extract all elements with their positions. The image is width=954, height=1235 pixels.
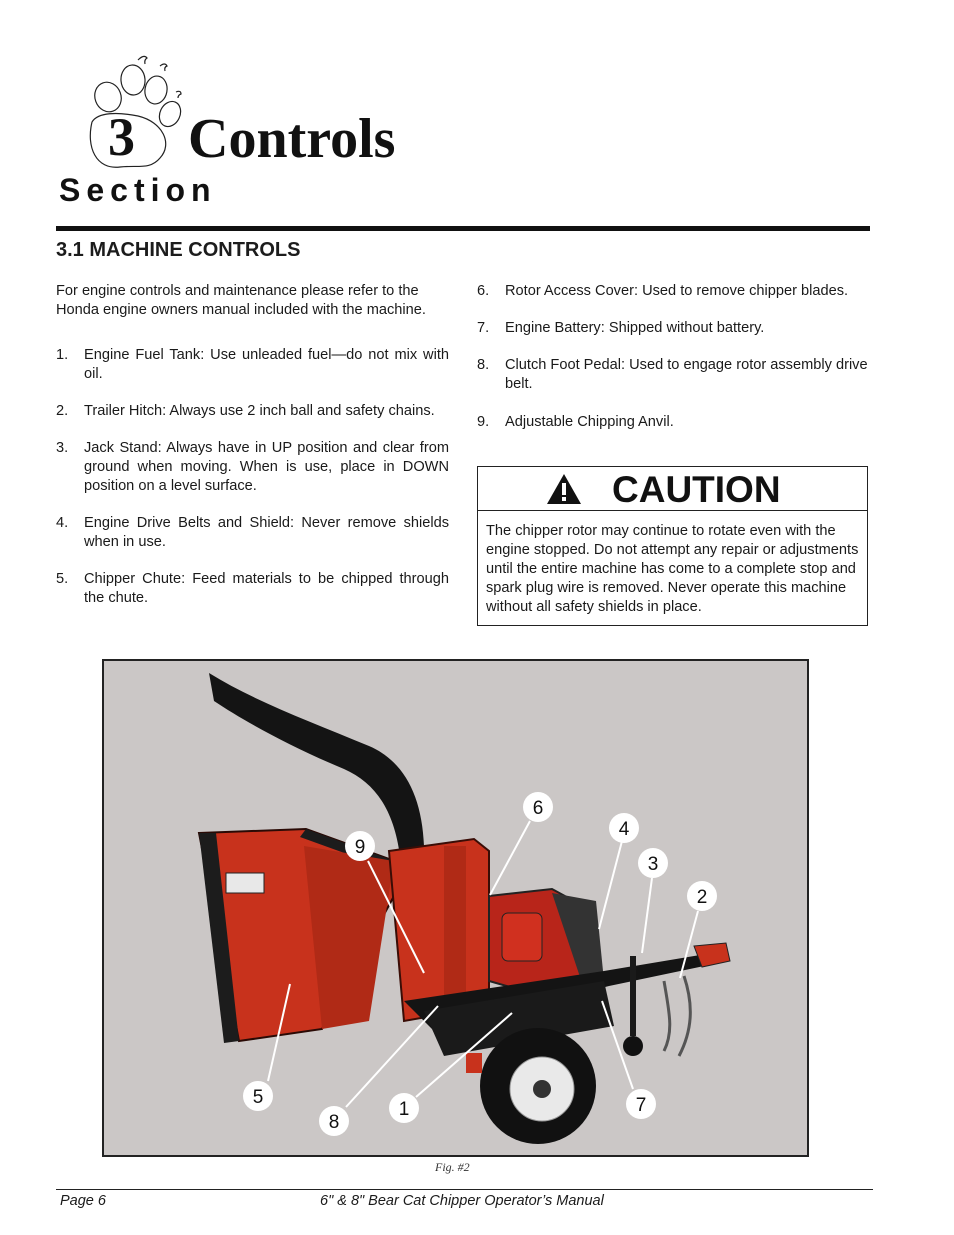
list-item-number: 4.	[56, 515, 69, 531]
leader-line	[642, 878, 652, 953]
caution-header	[478, 467, 867, 511]
list-item-number: 2.	[56, 403, 69, 419]
svg-text:8: 8	[328, 1112, 340, 1133]
svg-text:7: 7	[635, 1095, 647, 1116]
list-item-text: Trailer Hitch: Always use 2 inch ball and safety chains.	[84, 403, 435, 419]
callout-1	[389, 1093, 419, 1123]
footer-page-number: Page 6	[60, 1193, 106, 1209]
figure-caption: Fig. #2	[435, 1160, 470, 1174]
callout-8	[319, 1106, 349, 1136]
svg-text:5: 5	[252, 1087, 264, 1108]
list-item-text: Chipper Chute: Feed materials to be chipped through the chute.	[84, 571, 449, 606]
callout-6	[523, 792, 553, 822]
svg-text:1: 1	[398, 1099, 410, 1120]
list-item-number: 1.	[56, 347, 69, 363]
list-item-text: Engine Drive Belts and Shield: Never remove shields when in use.	[84, 515, 449, 550]
svg-text:9: 9	[354, 837, 366, 858]
intro-paragraph: For engine controls and maintenance please refer to the Honda engine owners manual included with the machine.	[56, 283, 426, 318]
leader-line	[490, 821, 530, 895]
list-item-text: Clutch Foot Pedal: Used to engage rotor assembly drive belt.	[505, 357, 868, 392]
caution-text: The chipper rotor may continue to rotate even with the engine stopped. Do not attempt any repair or adjustments until the entire machine has come to a complete stop and spark plug wire is removed. Never operate this machine without all safety shields in place.	[486, 523, 859, 615]
section-word: Section	[59, 172, 217, 208]
list-item-text: Rotor Access Cover: Used to remove chipper blades.	[505, 283, 849, 299]
callout-7	[626, 1089, 656, 1119]
list-item-text: Engine Fuel Tank: Use unleaded fuel—do not mix with oil.	[84, 347, 449, 382]
header-rule	[56, 226, 870, 231]
svg-text:6: 6	[532, 798, 544, 819]
chipper-illustration	[104, 661, 806, 1154]
list-item-number: 7.	[477, 320, 490, 336]
subsection-heading: 3.1 MACHINE CONTROLS	[56, 239, 301, 261]
callout-9	[345, 831, 375, 861]
list-item-number: 6.	[477, 283, 490, 299]
section-title: Controls	[188, 108, 396, 170]
caution-heading: CAUTION	[612, 469, 781, 510]
list-item-number: 3.	[56, 440, 69, 456]
callout-3	[638, 848, 668, 878]
list-item-text: Jack Stand: Always have in UP position and clear from ground when moving. When is use, place in DOWN position on a level surface.	[84, 440, 449, 494]
caution-box	[477, 466, 868, 626]
leader-line	[599, 841, 622, 929]
list-item-number: 5.	[56, 571, 69, 587]
warning-triangle-icon	[546, 473, 582, 505]
callout-5	[243, 1081, 273, 1111]
callout-2	[687, 881, 717, 911]
svg-text:2: 2	[696, 887, 708, 908]
machine-figure	[102, 659, 809, 1157]
list-item-number: 9.	[477, 414, 490, 430]
list-item-text: Adjustable Chipping Anvil.	[505, 414, 674, 430]
callout-4	[609, 813, 639, 843]
list-item-number: 8.	[477, 357, 490, 373]
footer-manual-title: 6" & 8" Bear Cat Chipper Operator’s Manual	[320, 1193, 604, 1209]
list-item-text: Engine Battery: Shipped without battery.	[505, 320, 765, 336]
svg-text:4: 4	[618, 819, 630, 840]
svg-text:3: 3	[647, 854, 659, 875]
section-number: 3	[108, 107, 135, 167]
footer-rule	[56, 1189, 873, 1190]
